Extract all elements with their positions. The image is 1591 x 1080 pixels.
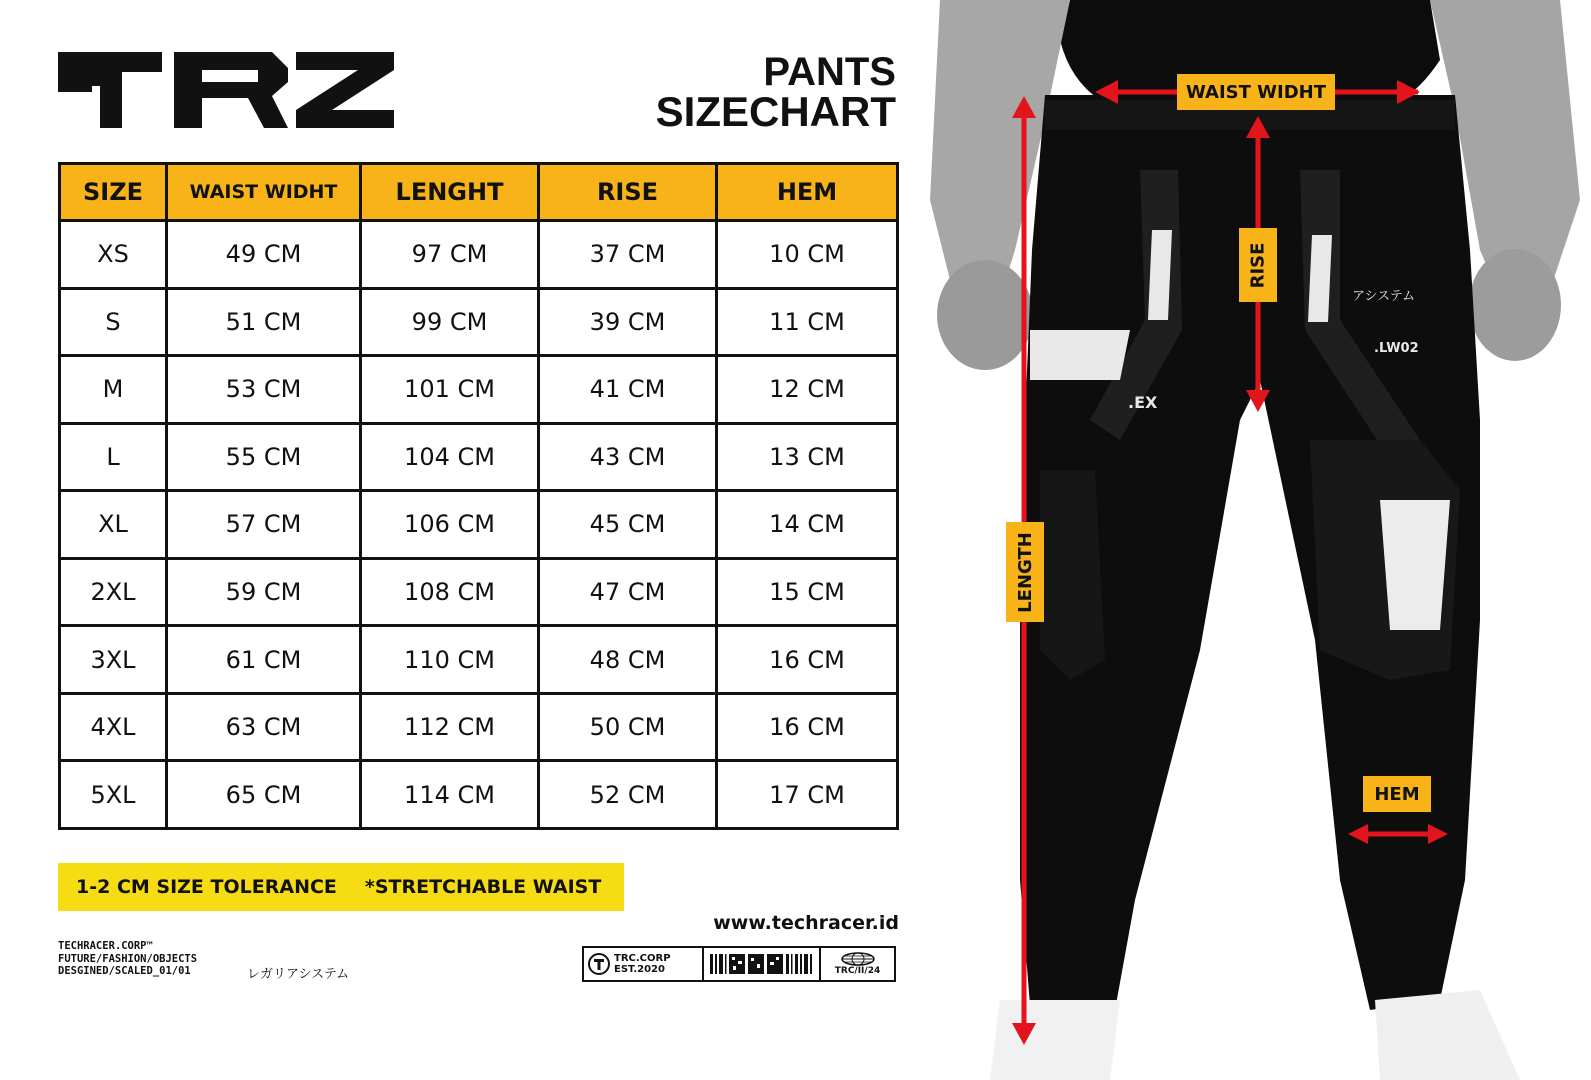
cell-rise: 39 CM (539, 288, 717, 356)
print-text-3: .EX (1128, 393, 1158, 412)
cell-waist: 57 CM (167, 491, 361, 559)
cell-waist: 59 CM (167, 558, 361, 626)
cell-rise: 47 CM (539, 558, 717, 626)
label-rise (1239, 228, 1277, 302)
corp-seal-icon (588, 953, 610, 975)
size-chart-table (58, 162, 899, 830)
cell-waist: 63 CM (167, 693, 361, 761)
japanese-text: レガリアシステム (247, 967, 350, 982)
cell-hem: 16 CM (717, 693, 898, 761)
cell-size: XL (60, 491, 167, 559)
cell-waist: 55 CM (167, 423, 361, 491)
header-size: SIZE (60, 164, 167, 221)
print-text-2: .LW02 (1374, 341, 1419, 356)
corp-info (58, 940, 197, 978)
cell-size: L (60, 423, 167, 491)
title-line-1: PANTS (763, 50, 896, 94)
cell-rise: 37 CM (539, 221, 717, 289)
cell-length: 97 CM (361, 221, 539, 289)
cell-size: M (60, 356, 167, 424)
cell-hem: 10 CM (717, 221, 898, 289)
badge-code-cell (821, 948, 894, 980)
barcode-icon (708, 952, 816, 976)
cell-hem: 16 CM (717, 626, 898, 694)
cell-size: S (60, 288, 167, 356)
table-row (60, 693, 898, 761)
table-row (60, 558, 898, 626)
cell-rise: 43 CM (539, 423, 717, 491)
header-length: LENGHT (361, 164, 539, 221)
cell-rise: 41 CM (539, 356, 717, 424)
badge-corp: TRC.CORP (614, 953, 671, 964)
badge-code: TRC/II/24 (834, 966, 881, 976)
cell-size: XS (60, 221, 167, 289)
table-row (60, 761, 898, 829)
label-waist: WAIST WIDHT (1177, 74, 1335, 110)
badge-corp-cell (584, 948, 704, 980)
cell-waist: 65 CM (167, 761, 361, 829)
cell-length: 112 CM (361, 693, 539, 761)
print-text-1: アシステム (1352, 289, 1416, 304)
label-rise-text: RISE (1247, 242, 1269, 288)
corp-line-3: DESGINED/SCALED_01/01 (58, 965, 191, 977)
tolerance-banner (58, 863, 624, 911)
cell-size: 2XL (60, 558, 167, 626)
corp-line-2: FUTURE/FASHION/OBJECTS (58, 952, 198, 965)
title-line-2: SIZECHART (655, 88, 896, 135)
table-row (60, 356, 898, 424)
cell-length: 104 CM (361, 423, 539, 491)
brand-logo (58, 52, 394, 128)
label-hem: HEM (1363, 776, 1431, 812)
website-link[interactable]: www.techracer.id (713, 912, 899, 934)
cell-waist: 61 CM (167, 626, 361, 694)
header-waist: WAIST WIDHT (167, 164, 361, 221)
label-length (1006, 522, 1044, 622)
cell-waist: 53 CM (167, 356, 361, 424)
cell-size: 3XL (60, 626, 167, 694)
header-hem: HEM (717, 164, 898, 221)
cell-rise: 50 CM (539, 693, 717, 761)
cell-rise: 45 CM (539, 491, 717, 559)
cell-hem: 14 CM (717, 491, 898, 559)
cell-length: 99 CM (361, 288, 539, 356)
cell-length: 101 CM (361, 356, 539, 424)
table-header-row (60, 164, 898, 221)
table-row (60, 491, 898, 559)
cell-waist: 49 CM (167, 221, 361, 289)
cell-hem: 12 CM (717, 356, 898, 424)
stretch-note: *STRETCHABLE WAIST (364, 876, 602, 898)
cell-hem: 17 CM (717, 761, 898, 829)
cell-rise: 52 CM (539, 761, 717, 829)
tolerance-note: 1-2 CM SIZE TOLERANCE (76, 876, 337, 898)
cell-size: 5XL (60, 761, 167, 829)
table-row (60, 423, 898, 491)
cell-length: 108 CM (361, 558, 539, 626)
cell-hem: 15 CM (717, 558, 898, 626)
corp-badge (582, 946, 896, 982)
cell-length: 106 CM (361, 491, 539, 559)
label-length-text: LENGTH (1014, 531, 1036, 613)
header-rise: RISE (539, 164, 717, 221)
cell-length: 110 CM (361, 626, 539, 694)
badge-est: EST.2020 (614, 964, 665, 975)
cell-rise: 48 CM (539, 626, 717, 694)
cell-hem: 11 CM (717, 288, 898, 356)
cell-length: 114 CM (361, 761, 539, 829)
cell-size: 4XL (60, 693, 167, 761)
page-title (655, 50, 896, 135)
table-row (60, 221, 898, 289)
cell-waist: 51 CM (167, 288, 361, 356)
table-row (60, 626, 898, 694)
corp-line-1: TECHRACER.CORP™ (58, 940, 153, 952)
badge-barcode-cell (704, 948, 821, 980)
globe-icon (840, 952, 876, 966)
cell-hem: 13 CM (717, 423, 898, 491)
table-row (60, 288, 898, 356)
